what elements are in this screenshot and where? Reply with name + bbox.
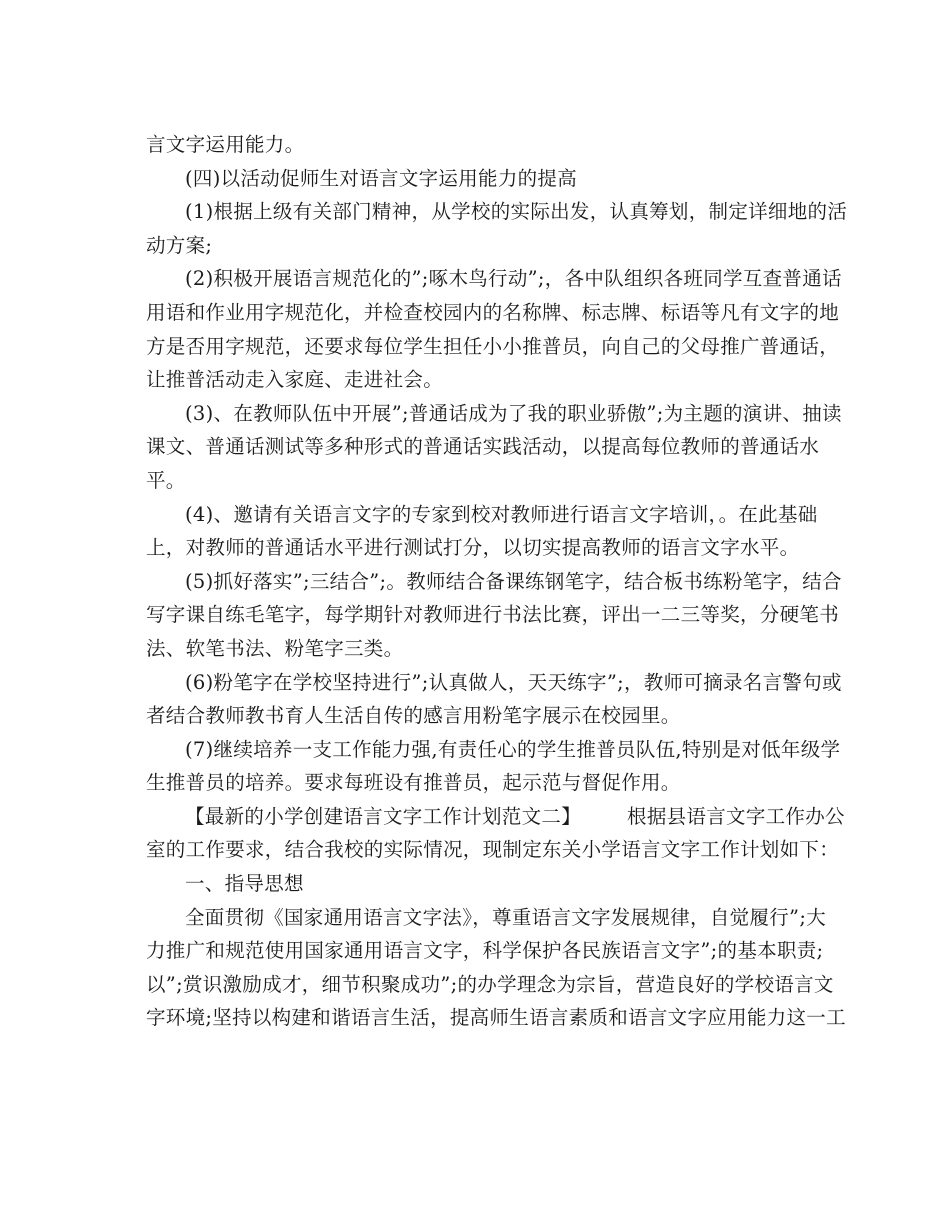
text-line: 生推普员的培养。要求每班设有推普员，起示范与督促作用。 <box>146 771 681 795</box>
text-line: 让推普活动走入家庭、走进社会。 <box>146 368 444 392</box>
text-line: (6)粉笔字在学校坚持进行”;认真做人，天天练字”;，教师可摘录名言警句或 <box>185 670 842 694</box>
text-line: (3)、在教师队伍中开展”;普通话成为了我的职业骄傲”;为主题的演讲、抽读 <box>185 401 842 425</box>
text-line: 动方案; <box>146 233 213 257</box>
text-line: 用语和作业用字规范化，并检查校园内的名称牌、标志牌、标语等凡有文字的地 <box>146 300 840 324</box>
text-line: 法、软笔书法、粉笔字三类。 <box>146 636 404 660</box>
text-line: (7)继续培养一支工作能力强,有责任心的学生推普员队伍,特别是对低年级学 <box>185 737 841 761</box>
section-heading-line <box>146 800 845 834</box>
text-line: 力推广和规范使用国家通用语言文字，科学保护各民族语言文字”;的基本职责; <box>146 939 824 963</box>
text-line: (四)以活动促师生对语言文字运用能力的提高 <box>185 166 578 190</box>
text-line: 全面贯彻《国家通用语言文字法》，尊重语言文字发展规律，自觉履行”;大 <box>185 905 826 929</box>
text-line: (5)抓好落实”;三结合”;。教师结合备课练钢笔字，结合板书练粉笔字，结合 <box>185 569 842 593</box>
text-line: 字环境;坚持以构建和谐语言生活，提高师生语言素质和语言文字应用能力这一工 <box>146 1006 846 1030</box>
subheading-line: 一、指导思想 <box>185 872 304 896</box>
text-line: 以”;赏识激励成才，细节积聚成功”;的办学理念为宗旨，营造良好的学校语言文 <box>146 972 834 996</box>
body-text <box>146 128 848 1035</box>
text-line: (1)根据上级有关部门精神，从学校的实际出发，认真筹划，制定详细地的活 <box>185 200 848 224</box>
section-intro: 根据县语言文字工作办公 <box>627 804 845 828</box>
text-line: 写字课自练毛笔字，每学期针对教师进行书法比赛，评出一二三等奖，分硬笔书 <box>146 603 840 627</box>
text-line: (4)、邀请有关语言文字的专家到校对教师进行语言文字培训，。在此基础 <box>185 502 818 526</box>
section-title: 【最新的小学创建语言文字工作计划范文二】 <box>185 804 582 828</box>
text-line: 课文、普通话测试等多种形式的普通话实践活动，以提高每位教师的普通话水 <box>146 435 820 459</box>
text-line: 方是否用字规范，还要求每位学生担任小小推普员，向自己的父母推广普通话， <box>146 334 840 358</box>
text-line: 室的工作要求，结合我校的实际情况，现制定东关小学语言文字工作计划如下： <box>146 838 840 862</box>
text-line: 上，对教师的普通话水平进行测试打分，以切实提高教师的语言文字水平。 <box>146 536 800 560</box>
text-line: (2)积极开展语言规范化的”;啄木鸟行动”;，各中队组织各班同学互查普通话 <box>185 267 842 291</box>
text-line: 平。 <box>146 468 186 492</box>
text-line: 言文字运用能力。 <box>146 133 305 156</box>
text-line: 者结合教师教书育人生活自传的感言用粉笔字展示在校园里。 <box>146 704 681 728</box>
